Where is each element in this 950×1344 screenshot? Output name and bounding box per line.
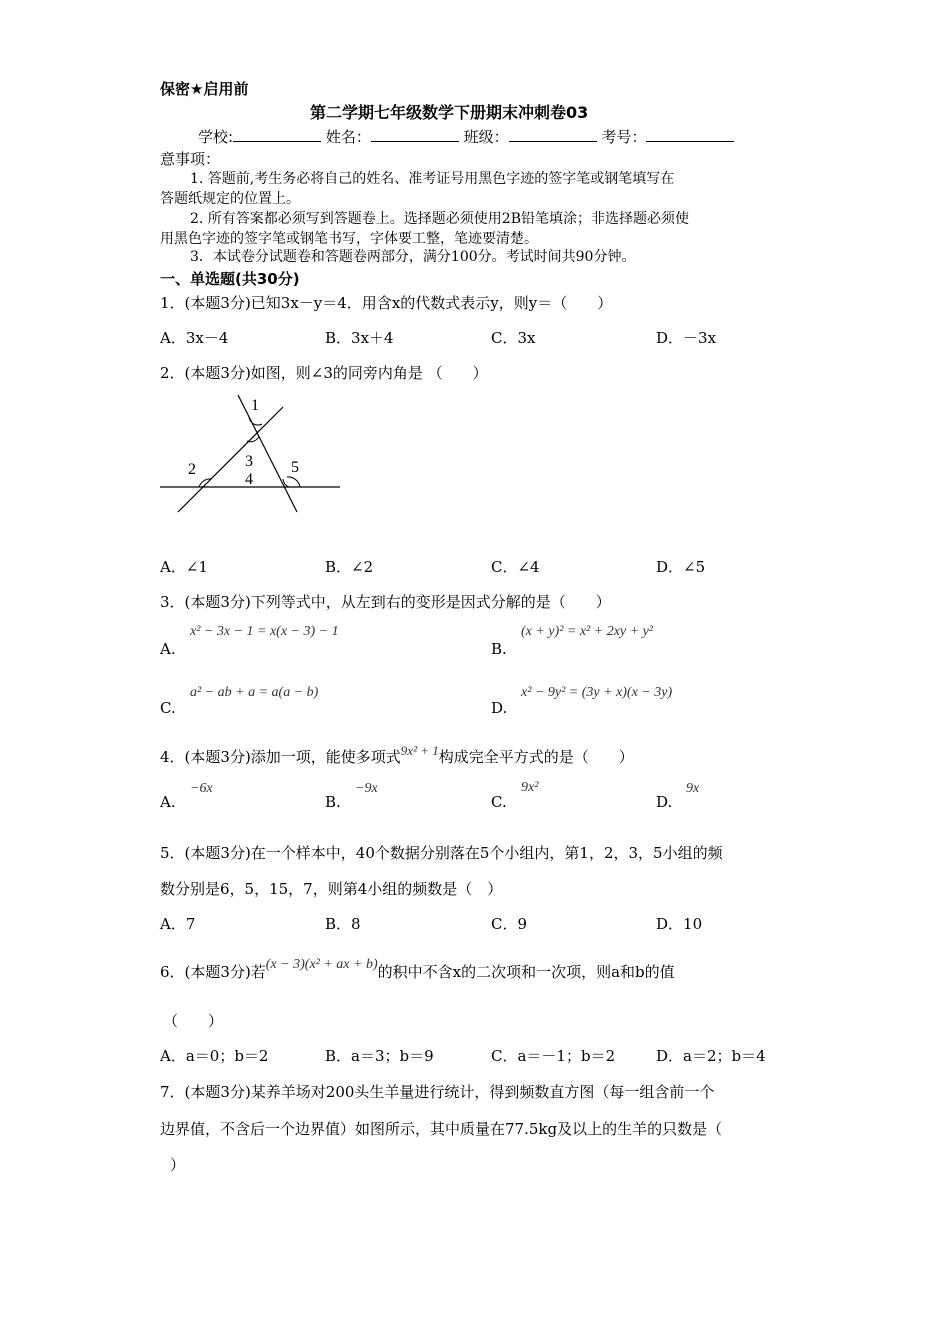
option-a[interactable]: A．3x－4 [160,329,229,347]
option-b-formula: (x + y)² = x² + 2xy + y² [521,624,653,639]
section-heading: 一、单选题(共30分) [160,270,300,288]
question-stem-cont: 数分别是6，5，15，7，则第4小组的频数是（ ） [160,880,503,898]
option-b[interactable]: B．∠2 [325,558,374,576]
option-a[interactable]: A．7 [160,915,196,933]
secret-label: 保密★启用前 [160,80,249,98]
question-stem-cont: （ ） [163,1012,224,1030]
figure-label-2: 2 [188,461,196,478]
question-stem: 5．(本题3分)在一个样本中，40个数据分别落在5个小组内，第1，2，3，5小组的频 [160,844,723,862]
option-d[interactable]: D．∠5 [656,558,706,576]
option-c[interactable]: C. [491,793,507,811]
page-title: 第二学期七年级数学下册期末冲刺卷03 [310,103,589,122]
angle-arc-1 [249,417,262,425]
notice-line: 1. 答题前,考生务必将自己的姓名、准考证号用黑色字迹的签字笔或钢笔填写在 [190,171,675,187]
option-c[interactable]: C．∠4 [491,558,540,576]
transversal-diagonal [178,407,283,512]
option-d-formula: 9x [686,781,700,796]
option-d[interactable]: D．10 [656,915,703,933]
option-a[interactable]: A. [160,793,176,811]
notice-line: 2. 所有答案都必须写到答题卷上。选择题必须使用2B铅笔填涂；非选择题必须使 [190,211,690,227]
stem-formula: (x − 3)(x² + ax + b) [265,957,378,972]
option-d[interactable]: D．－3x [656,329,717,347]
question-stem: 3．(本题3分)下列等式中，从左到右的变形是因式分解的是（ ） [160,593,611,611]
school-label: 学校: [198,128,234,146]
id-label: 考号： [601,128,647,146]
option-b[interactable]: B．a＝3；b＝9 [325,1047,434,1065]
option-a-formula: x² − 3x − 1 = x(x − 3) − 1 [190,624,339,639]
class-blank[interactable] [509,127,597,142]
question-stem-cont: 边界值，不含后一个边界值）如图所示，其中质量在77.5kg及以上的生羊的只数是（ [160,1120,723,1138]
option-b[interactable]: B. [325,793,341,811]
stem-text: 构成完全平方式的是（ ） [438,748,634,766]
question-stem-cont: ） [170,1156,186,1174]
notice-heading: 意事项： [160,150,221,168]
option-a[interactable]: A．∠1 [160,558,208,576]
option-c[interactable]: C．3x [491,329,536,347]
figure-label-5: 5 [291,459,299,476]
angle-figure [155,390,350,520]
angle-arc-5 [287,477,300,487]
notice-line: 3．本试卷分试题卷和答题卷两部分，满分100分。考试时间共90分钟。 [190,249,636,265]
class-label: 班级： [463,128,509,146]
option-d[interactable]: D. [491,699,508,717]
option-a[interactable]: A. [160,640,176,658]
option-b-formula: −9x [355,781,378,796]
option-a[interactable]: A．a＝0；b＝2 [160,1047,269,1065]
notice-line: 答题纸规定的位置上。 [160,191,300,207]
option-c[interactable]: C．9 [491,915,528,933]
option-c-formula: a² − ab + a = a(a − b) [190,685,319,700]
option-d-formula: x² − 9y² = (3y + x)(x − 3y) [521,685,673,700]
name-blank[interactable] [371,127,459,142]
question-stem: 7．(本题3分)某养羊场对200头生羊量进行统计，得到频数直方图（每一组含前一个 [160,1083,715,1101]
option-a-formula: −6x [190,781,213,796]
id-blank[interactable] [646,127,734,142]
option-c[interactable]: C. [160,699,176,717]
stem-text: 6．(本题3分)若 [160,963,266,981]
figure-label-3: 3 [245,453,253,470]
figure-label-4: 4 [245,471,253,488]
name-label: 姓名： [325,128,371,146]
option-c[interactable]: C．a＝－1；b＝2 [491,1047,616,1065]
stem-formula: 9x² + 1 [400,743,439,758]
question-stem: 2．(本题3分)如图，则∠3的同旁内角是 （ ） [160,364,488,382]
option-b[interactable]: B．3x＋4 [325,329,394,347]
option-d[interactable]: D. [656,793,673,811]
question-stem: 1．(本题3分)已知3x－y＝4．用含x的代数式表示y，则y＝（ ） [160,294,613,312]
stem-text: 4．(本题3分)添加一项，能使多项式 [160,748,401,766]
option-b[interactable]: B．8 [325,915,361,933]
figure-label-1: 1 [251,397,259,414]
question-stem [160,743,634,767]
question-stem [160,957,675,982]
option-b[interactable]: B. [491,640,507,658]
student-info-row [198,126,734,147]
stem-text: 的积中不含x的二次项和一次项，则a和b的值 [377,963,675,981]
option-c-formula: 9x² [521,780,539,795]
notice-line: 用黑色字迹的签字笔或钢笔书写，字体要工整，笔迹要清楚。 [160,231,538,247]
school-blank[interactable] [233,127,321,142]
option-d[interactable]: D．a＝2；b＝4 [656,1047,766,1065]
